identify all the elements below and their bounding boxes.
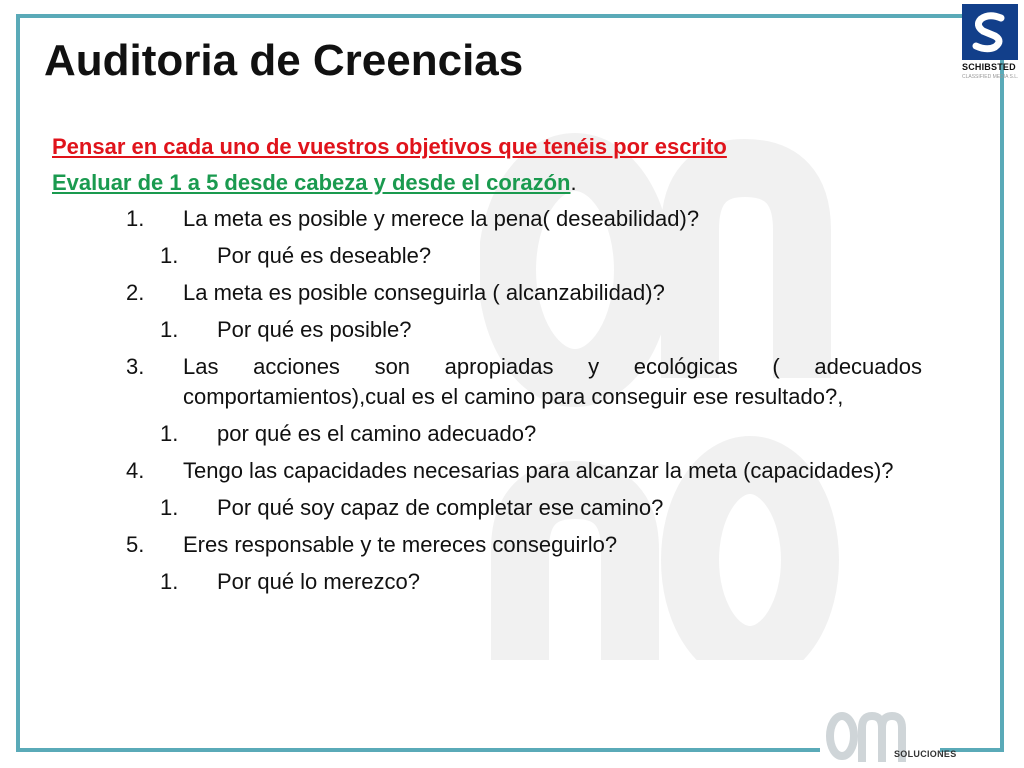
list-number: 1. — [160, 421, 179, 446]
list-text: por qué es el camino adecuado? — [217, 421, 537, 446]
list-number: 4. — [126, 458, 145, 483]
list-text: Por qué es deseable? — [217, 243, 432, 268]
list-item — [52, 352, 922, 412]
list-text: Por qué es posible? — [217, 317, 412, 342]
sub-list-item — [52, 567, 922, 597]
list-number: 1. — [126, 206, 145, 231]
list-item — [52, 278, 922, 308]
list-number: 3. — [126, 354, 145, 379]
list-text: Tengo las capacidades necesarias para alcanzar la meta (capacidades)? — [183, 458, 894, 483]
intro-red-line — [52, 132, 922, 162]
sub-list-item — [52, 419, 922, 449]
list-item — [52, 204, 922, 234]
list-number: 1. — [160, 495, 179, 520]
intro-green-text: Evaluar de 1 a 5 desde cabeza y desde el corazón — [52, 170, 571, 195]
list-number: 1. — [160, 569, 179, 594]
schibsted-logo — [962, 4, 1020, 84]
sub-list-item — [52, 315, 922, 345]
logo-s-icon — [967, 9, 1013, 55]
list-text: Por qué lo merezco? — [217, 569, 420, 594]
intro-red-text: Pensar en cada uno de vuestros objetivos que tenéis por escrito — [52, 134, 727, 159]
sub-list-item — [52, 241, 922, 271]
list-item — [52, 530, 922, 560]
list-text: La meta es posible conseguirla ( alcanzabilidad)? — [183, 280, 665, 305]
logo-wordmark: SCHIBSTED — [962, 62, 1016, 72]
list-text: Eres responsable y te mereces conseguirlo? — [183, 532, 618, 557]
intro-green-suffix: . — [570, 170, 577, 195]
list-text: Las acciones son apropiadas y ecológicas ( adecuados comportamientos),cual es el camino para conseguir ese resultado?, — [183, 354, 922, 409]
list-item — [52, 456, 922, 486]
list-text: Por qué soy capaz de completar ese camino? — [217, 495, 664, 520]
intro-green-line — [52, 168, 922, 198]
logo-badge — [962, 4, 1018, 60]
list-number: 1. — [160, 243, 179, 268]
list-number: 1. — [160, 317, 179, 342]
logo-subtext: CLASSIFIED MEDIA S.L. — [962, 74, 1019, 80]
sub-list-item — [52, 493, 922, 523]
list-number: 2. — [126, 280, 145, 305]
footer-label: SOLUCIONES — [894, 749, 957, 759]
list-text: La meta es posible y merece la pena( deseabilidad)? — [183, 206, 700, 231]
list-number: 5. — [126, 532, 145, 557]
slide-body — [52, 132, 922, 604]
slide-title: Auditoria de Creencias — [44, 36, 524, 85]
